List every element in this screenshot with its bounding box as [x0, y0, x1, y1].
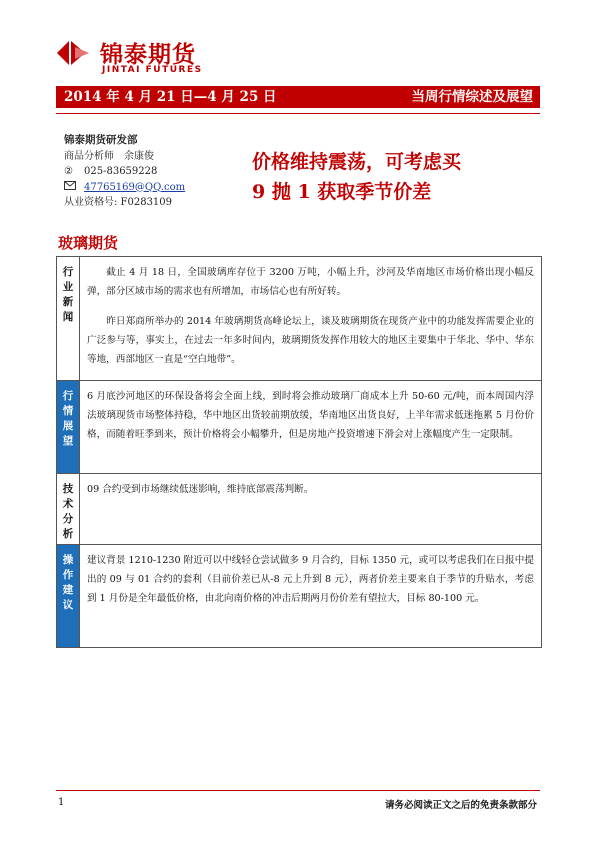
department: 锦泰期货研发部 [64, 134, 138, 146]
row-content [80, 545, 541, 647]
license-number: 从业资格号: F0283109 [64, 197, 173, 208]
disclaimer-note: 请务必阅读正文之后的免责条款部分 [384, 800, 537, 811]
header-divider [56, 113, 540, 114]
email-row [64, 180, 185, 196]
row-label-market-outlook: 行 情 展 望 [57, 381, 80, 473]
row-label-trading-advice: 操 作 建 议 [57, 545, 80, 647]
analyst-name: 商品分析师 余康俊 [64, 150, 154, 162]
author-block [64, 133, 185, 211]
page-number: 1 [58, 797, 65, 808]
table-row [57, 257, 541, 381]
company-logo-icon [55, 40, 91, 66]
section-title: 玻璃期货 [58, 234, 119, 252]
company-name-en: JINTAI FUTURES [102, 65, 203, 75]
company-name-cn: 锦泰期货 [100, 42, 196, 68]
email-link[interactable]: 47765169@QQ.com [84, 181, 186, 193]
row-content [80, 474, 541, 544]
paragraph: 建议背景 1210-1230 附近可以中线轻仓尝试做多 9 月合约，目标 1350 元，或可以考虑我们在日报中提出的 09 与 01 合约的套利（目前价差已从-8 元上升到 8 元），两者价差主要来自于季节的升贴水，考虑到 1 月份是全年最低价格，由北向南价格的冲击后期两月份价差有望拉大，目标 80-100 元。 [87, 555, 534, 604]
phone-number: 025-83659228 [84, 166, 158, 177]
paragraph: 截止 4 月 18 日，全国玻璃库存位于 3200 万吨，小幅上升，沙河及华南地区市场价格出现小幅反弹，部分区域市场的需求也有所增加，市场信心也有所好转。 [87, 267, 534, 297]
headline-line-1: 价格维持震荡，可考虑买 [252, 151, 462, 173]
row-label-technical-analysis: 技 术 分 析 [57, 474, 80, 544]
headline-line-2: 9 抛 1 获取季节价差 [252, 181, 432, 203]
row-content [80, 257, 541, 380]
envelope-icon [64, 180, 84, 196]
table-row [57, 545, 541, 648]
footer-divider [56, 790, 540, 791]
paragraph: 昨日郑商所举办的 2014 年玻璃期货高峰论坛上，谈及玻璃期货在现货产业中的功能发挥需要企业的广泛参与等，事实上，在过去一年多时间内，玻璃期货发挥作用较大的地区主要集中于华北、华中、华东等地，西部地区一直是“空白地带”。 [87, 316, 534, 365]
report-title: 当周行情综述及展望 [411, 89, 533, 105]
paragraph: 6 月底沙河地区的环保设备将会全面上线，到时将会推动玻璃厂商成本上升 50-60 元/吨，而本周国内浮法玻璃现货市场整体持稳，华中地区出货较前期放缓，华南地区出货良好，上半年需求低迷拖累 5 月份价格，而随着旺季到来，预计价格将会小幅攀升，但是房地产投资增速下滑会对上涨幅度产生一定限制。 [87, 391, 534, 440]
table-row [57, 474, 541, 545]
phone-icon: ② [64, 166, 73, 177]
row-label-industry-news: 行 业 新 闻 [57, 257, 80, 380]
date-range: 2014 年 4 月 21 日—4 月 25 日 [64, 89, 277, 105]
headline [252, 147, 461, 207]
row-content [80, 381, 541, 473]
table-row [57, 381, 541, 474]
analysis-table [56, 256, 542, 648]
paragraph: 09 合约受到市场继续低迷影响，维持底部震荡判断。 [87, 484, 314, 495]
phone-row [64, 164, 185, 180]
